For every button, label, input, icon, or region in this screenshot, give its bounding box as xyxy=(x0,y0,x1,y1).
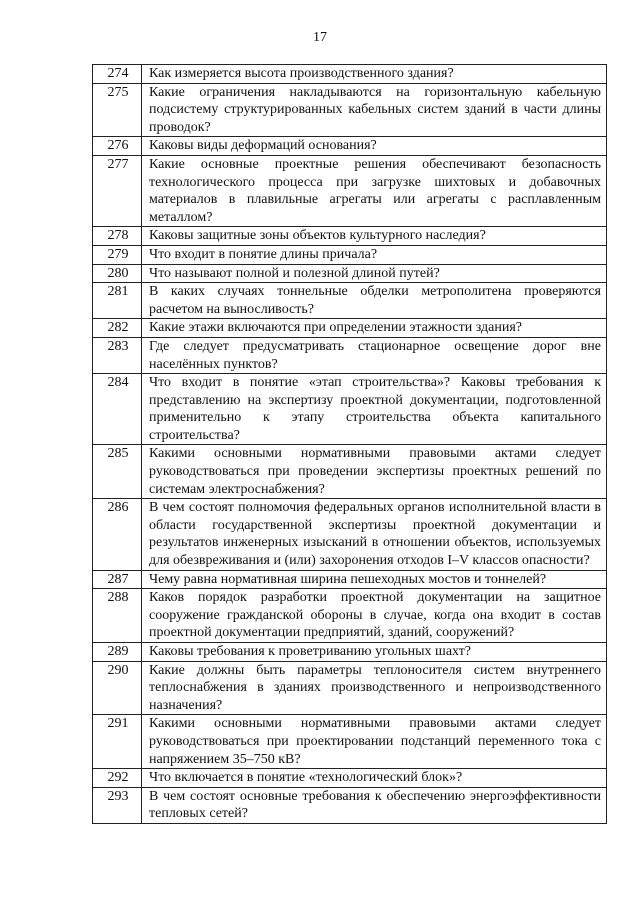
question-text: Каковы требования к проветриванию угольных шахт? xyxy=(142,643,607,662)
question-number: 290 xyxy=(93,661,142,715)
question-number: 275 xyxy=(93,83,142,137)
question-number: 283 xyxy=(93,337,142,373)
table-row xyxy=(93,65,607,84)
question-number: 291 xyxy=(93,715,142,769)
table-row xyxy=(93,787,607,823)
question-number: 287 xyxy=(93,570,142,589)
table-row xyxy=(93,445,607,499)
table-row xyxy=(93,155,607,226)
table-row xyxy=(93,137,607,156)
question-text: Что включается в понятие «технологический блок»? xyxy=(142,769,607,788)
question-text: Что входит в понятие «этап строительства»? Каковы требования к представлению на экспертизу проектной документации, подготовленной применительно к этапу строительства объекта капитального строительства? xyxy=(142,374,607,445)
question-text: Какие ограничения накладываются на горизонтальную кабельную подсистему структурированных кабельных систем зданий в части длины проводок? xyxy=(142,83,607,137)
question-text: Какие этажи включаются при определении этажности здания? xyxy=(142,319,607,338)
question-number: 276 xyxy=(93,137,142,156)
question-text: Каковы виды деформаций основания? xyxy=(142,137,607,156)
question-text: Какими основными нормативными правовыми актами следует руководствоваться при проведении экспертизы проектных решений по системам электроснабжения? xyxy=(142,445,607,499)
table-row xyxy=(93,319,607,338)
page-number: 17 xyxy=(313,30,327,45)
question-text: В чем состоят полномочия федеральных органов исполнительной власти в области государственной экспертизы проектной документации и результатов инженерных изысканий в отношении объектов, используемых для обезвреживания и (или) захоронения отходов I–V классов опасности? xyxy=(142,499,607,570)
question-number: 292 xyxy=(93,769,142,788)
question-number: 282 xyxy=(93,319,142,338)
question-text: Что входит в понятие длины причала? xyxy=(142,245,607,264)
question-text: Чему равна нормативная ширина пешеходных мостов и тоннелей? xyxy=(142,570,607,589)
question-number: 285 xyxy=(93,445,142,499)
table-row xyxy=(93,283,607,319)
question-text: Какими основными нормативными правовыми актами следует руководствоваться при проектировании подстанций переменного тока с напряжением 35–750 кВ? xyxy=(142,715,607,769)
question-number: 274 xyxy=(93,65,142,84)
question-number: 277 xyxy=(93,155,142,226)
questions-table-body xyxy=(93,65,607,824)
question-number: 286 xyxy=(93,499,142,570)
table-row xyxy=(93,264,607,283)
table-row xyxy=(93,769,607,788)
question-text: Каков порядок разработки проектной документации на защитное сооружение гражданской обороны в случае, когда она входит в состав проектной документации предприятий, зданий, сооружений? xyxy=(142,589,607,643)
table-row xyxy=(93,245,607,264)
table-row xyxy=(93,570,607,589)
question-number: 288 xyxy=(93,589,142,643)
question-number: 289 xyxy=(93,643,142,662)
question-number: 293 xyxy=(93,787,142,823)
questions-table xyxy=(92,64,607,824)
table-row xyxy=(93,715,607,769)
question-number: 284 xyxy=(93,374,142,445)
table-row xyxy=(93,661,607,715)
question-text: Где следует предусматривать стационарное освещение дорог вне населённых пунктов? xyxy=(142,337,607,373)
table-row xyxy=(93,374,607,445)
question-text: Как измеряется высота производственного здания? xyxy=(142,65,607,84)
question-text: Какие основные проектные решения обеспечивают безопасность технологического процесса при загрузке шихтовых и добавочных материалов в плавильные агрегаты или агрегаты с расплавленным металлом? xyxy=(142,155,607,226)
question-text: В каких случаях тоннельные обделки метрополитена проверяются расчетом на выносливость? xyxy=(142,283,607,319)
table-row xyxy=(93,589,607,643)
question-text: Какие должны быть параметры теплоносителя систем внутреннего теплоснабжения в зданиях производственного и непроизводственного назначения? xyxy=(142,661,607,715)
table-row xyxy=(93,227,607,246)
question-number: 278 xyxy=(93,227,142,246)
table-row xyxy=(93,337,607,373)
question-number: 281 xyxy=(93,283,142,319)
table-row xyxy=(93,643,607,662)
question-text: Каковы защитные зоны объектов культурного наследия? xyxy=(142,227,607,246)
table-row xyxy=(93,83,607,137)
question-text: В чем состоят основные требования к обеспечению энергоэффективности тепловых сетей? xyxy=(142,787,607,823)
question-number: 280 xyxy=(93,264,142,283)
question-number: 279 xyxy=(93,245,142,264)
table-row xyxy=(93,499,607,570)
question-text: Что называют полной и полезной длиной путей? xyxy=(142,264,607,283)
